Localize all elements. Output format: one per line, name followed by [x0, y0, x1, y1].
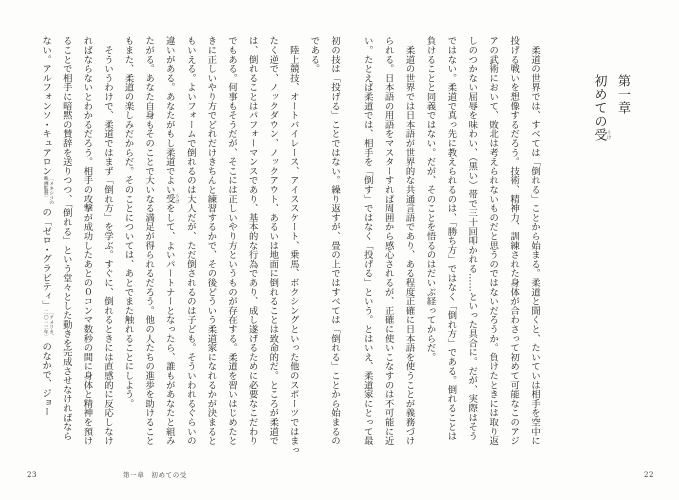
right-page-body [356, 36, 544, 460]
text-column: ない。アルフォンソ・キュアロン〔メキシコの映画監督〕の「ゼロ・グラビティ」〔アメリカ、二〇一三年〕のなかで、ジョー [40, 36, 54, 417]
running-head: 第一章 初めての受 [123, 471, 187, 479]
text-column: もいえる。よいフォームで倒れるのは大人だが、ただ倒されるのは子ども。そういわれるぐらいの [184, 36, 196, 446]
ruby-annotated-text: 受 うけ [163, 194, 180, 204]
text-column: 違いがある。あなたがもし柔道でよい受 うけをして、よいパートナーとなったら、誰もがあなたと組み [163, 36, 180, 446]
chapter-label: 第一章 [615, 74, 630, 115]
text-column: 柔道の世界では、すべては「倒れる」ことから始まる。柔道と聞くと、たいていは相手を空中に [529, 36, 540, 446]
text-column: アの武術において、敗北は考えられないものだと思うのではないだろうか。負けたときには取り返 [487, 36, 499, 446]
text-column: そういうわけで、柔道ではまず「倒れ方」を学ぶ。すぐに、倒れるときには直感的に反応しなけ [101, 36, 113, 446]
left-page-number: 23 [27, 471, 37, 479]
left-page-body [35, 36, 344, 460]
inline-annotation: 〔アメリカ、二〇一三年〕 [42, 309, 54, 339]
text-column: もまた、柔道の楽しみだからだ。そのことについては、あとでまた触れることにしよう。 [122, 36, 134, 408]
text-column: しのつかない屈辱を味わい、（黒い）帯で三十回叩かれる……といった具合に。だが、実際はそう [466, 36, 478, 441]
text-column: でもある。何事もそうだが、そこには正しいやり方というものが存在する。柔道を習いはじめたと [226, 36, 238, 446]
text-column: られる。日本語の用語をマスターすれば周囲から感心されるが、正確に使いこなすのは不可能に近 [382, 36, 394, 446]
inline-annotation: 〔メキシコの映画監督〕 [42, 175, 54, 205]
text-column: たく逆で、ノックダウン、ノックアウト、あるいは地面に倒れることは致命的だ。ところが柔道で [267, 36, 279, 446]
text-column: 陸上競技、オートバイレース、アイススケート、乗馬、ボクシングといった他のスポーツではまっ [287, 36, 299, 455]
text-column: 初の技は「投げる」ことではない。繰り返すが、畳の上ではすべては「倒れる」ことから始まるの [329, 36, 340, 446]
text-column: は、倒れることはパフォーマンスであり、基本的な行為であり、成し遂げるために必要なこだわり [246, 36, 258, 446]
text-column: 負けることと同義ではない。だが、そのことを悟るのはだいぶ経ってからだ。 [424, 36, 436, 362]
chapter-heading [586, 74, 634, 164]
ruby-annotated-text: 受 うけ [591, 128, 611, 142]
text-column: ればならないとわかるだろう。相手の攻撃が成功したあとの０コンマ数秒の間に身体と精神を預け [81, 36, 93, 446]
text-column: たがる。あなた自身もそのことで大いなる満足が得られるだろう。他の人たちの進歩を助けること [143, 36, 155, 446]
text-column: 投げる戦いを想像するだろう。技術、精神力、訓練された身体が合わさって初めて可能なこのアジ [508, 36, 520, 446]
chapter-title: 初めての受 うけ [591, 74, 611, 142]
text-column: ではない。柔道で真っ先に教えられるのは、「勝ち方」ではなく「倒れ方」である。倒れることは [445, 36, 457, 441]
page-right [339, 0, 679, 500]
text-column: である。 [308, 36, 320, 74]
text-column: い。たとえば柔道では、相手を「倒す」ではなく「投げる」という。とはいえ、柔道家にとって最 [361, 36, 373, 446]
page-left [0, 0, 339, 500]
text-column: ることで相手に暗黙の賛辞を送りつつ、「倒れる」という堂々とした動きを完成させなければなら [60, 36, 72, 441]
right-page-number: 22 [644, 471, 654, 479]
text-column: きに正しいやり方でどれだけきちんと練習するかで、その後どういう柔道家になれるかが決まると [205, 36, 217, 446]
text-column: 柔道の世界では日本語が世界的な共通言語であり、ある程度正確に日本語を使うことが義務づけ [403, 36, 415, 446]
